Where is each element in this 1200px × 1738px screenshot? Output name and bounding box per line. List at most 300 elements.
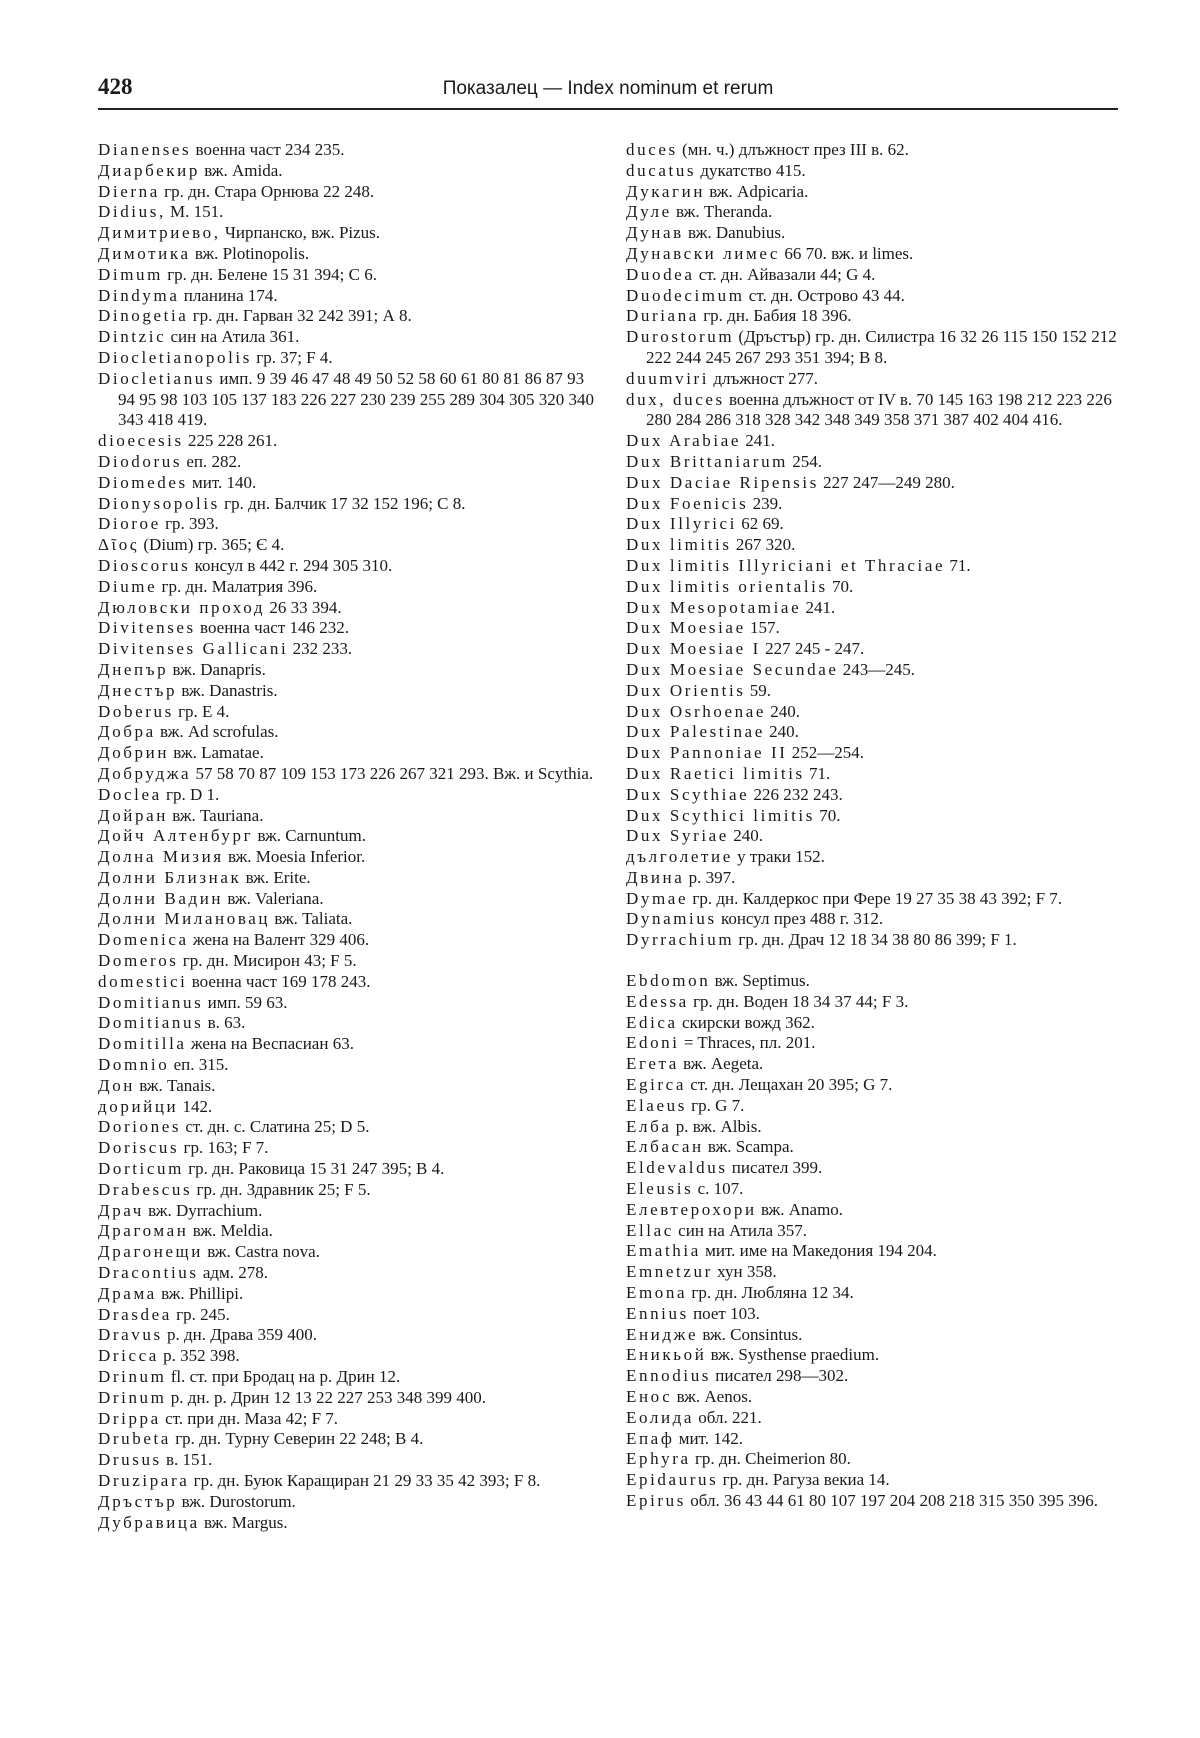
index-headword: Dierna: [98, 181, 160, 201]
index-headword: Еолида: [626, 1407, 695, 1427]
index-references: вж. Consintus.: [698, 1324, 803, 1344]
index-entry: [626, 764, 1126, 785]
index-references: 267 320.: [731, 535, 796, 555]
index-references: р. дн. Драва 359 400.: [162, 1325, 317, 1345]
index-references: вж. Moesia Inferior.: [223, 847, 366, 867]
index-headword: Divitenses: [98, 618, 196, 638]
index-references: вж. Tauriana.: [167, 805, 264, 825]
index-references: гр. дн. Буюк Каращиран 21 29 33 35 42 393; F 8.: [189, 1471, 541, 1490]
index-headword: Dux Moesiae I: [626, 639, 761, 659]
index-entry: [626, 556, 1126, 577]
index-headword: Димотика: [98, 243, 191, 263]
index-headword: Диарбекир: [98, 160, 200, 180]
index-references: р. 352 398.: [158, 1346, 240, 1366]
index-references: 225 228 261.: [183, 431, 278, 451]
index-entry: [98, 514, 598, 535]
index-headword: Druzipara: [98, 1471, 190, 1490]
index-references: гр. дн. Воден 18 34 37 44; F 3.: [688, 991, 909, 1011]
index-entry: [98, 369, 598, 431]
index-headword: Dux Scythiae: [626, 784, 750, 804]
index-entry: [626, 1325, 1126, 1346]
index-entry: [98, 473, 598, 494]
index-headword: Domitilla: [98, 1034, 187, 1054]
index-headword: Дон: [98, 1075, 135, 1095]
page-number: 428: [98, 74, 133, 99]
index-entry: [98, 1450, 598, 1471]
index-entry: [626, 660, 1126, 681]
index-headword: Дойран: [98, 805, 168, 825]
index-references: (Dium) гр. 365; Є 4.: [139, 535, 285, 555]
index-entry: [98, 1471, 598, 1492]
index-entry: [626, 390, 1126, 432]
index-entry: [626, 806, 1126, 827]
index-headword: duumviri: [626, 368, 710, 388]
index-entry: [98, 161, 598, 182]
index-references: вж. Erite.: [241, 867, 311, 887]
index-entry: [626, 1408, 1126, 1429]
index-entry: [626, 743, 1126, 764]
index-entry: [626, 598, 1126, 619]
index-entry: [98, 452, 598, 473]
index-references: ст. дн. Айвазали 44; G 4.: [694, 264, 876, 284]
index-references: 57 58 70 87 109 153 173 226 267 321 293. Вж. и Scythia.: [191, 763, 594, 783]
index-references: с. 107.: [693, 1179, 744, 1199]
index-entry: [626, 618, 1126, 639]
index-references: вж. Adpicaria.: [705, 181, 809, 201]
index-references: (Дръстър) гр. дн. Силистра 16 32 26 115 150 152 212 222 244 245 267 293 351 394; В 8.: [646, 327, 1117, 367]
index-headword: Edica: [626, 1012, 678, 1032]
index-entry: [626, 1200, 1126, 1221]
index-entry: [626, 514, 1126, 535]
index-headword: Ebdomon: [626, 971, 711, 991]
index-references: гр. дн. Драч 12 18 34 38 80 86 399; F 1.: [734, 930, 1017, 950]
index-headword: Dynamius: [626, 909, 717, 929]
index-headword: Добра: [98, 722, 156, 742]
index-references: р. 397.: [684, 867, 736, 887]
index-headword: Ephyra: [626, 1449, 691, 1469]
index-entry: [626, 161, 1126, 182]
index-headword: Diocletianopolis: [98, 347, 252, 367]
index-entry: [626, 431, 1126, 452]
index-entry: [626, 1158, 1126, 1179]
index-column-left: [98, 140, 598, 1533]
index-entry: [98, 639, 598, 660]
index-entry: [98, 1284, 598, 1305]
index-references: син на Атила 361.: [166, 327, 300, 347]
index-headword: Dux Illyrici: [626, 514, 737, 534]
index-references: гр. 245.: [171, 1304, 230, 1324]
index-entry: [98, 1325, 598, 1346]
index-headword: Drinum: [98, 1387, 167, 1407]
index-headword: Dimum: [98, 264, 163, 284]
index-references: гр. дн. Любляна 12 34.: [687, 1283, 854, 1303]
index-references: вж. Meldia.: [188, 1221, 273, 1241]
index-headword: duces: [626, 140, 678, 159]
index-headword: Dux Mesopotamiae: [626, 597, 802, 617]
index-headword: Долни Вадин: [98, 888, 224, 908]
index-entry: [98, 286, 598, 307]
index-references: гр. дн. Балчик 17 32 152 196; С 8.: [219, 493, 466, 513]
index-references: писател 399.: [727, 1158, 823, 1178]
index-headword: Divitenses Gallicani: [98, 639, 289, 659]
index-references: 227 247—249 280.: [818, 472, 955, 492]
index-headword: Doriones: [98, 1117, 182, 1137]
index-headword: Drasdea: [98, 1304, 172, 1324]
index-entry: [98, 1159, 598, 1180]
index-headword: ducatus: [626, 160, 697, 180]
index-entry: [98, 951, 598, 972]
index-entry: [626, 1262, 1126, 1283]
index-entry: [626, 306, 1126, 327]
index-references: вж. Phillipi.: [156, 1283, 244, 1303]
index-references: скирски вожд 362.: [677, 1012, 815, 1032]
index-headword: Ениджe: [626, 1324, 699, 1344]
index-references: гр. дн. Белене 15 31 394; С 6.: [162, 264, 377, 284]
index-headword: Еникьой: [626, 1345, 707, 1365]
index-entry: [98, 889, 598, 910]
index-references: = Thraces, пл. 201.: [679, 1033, 816, 1053]
index-references: длъжност 277.: [709, 368, 819, 388]
index-headword: Dravus: [98, 1325, 163, 1345]
index-references: 239.: [748, 493, 783, 513]
index-headword: Diocletianus: [98, 368, 216, 388]
index-references: вж. Septimus.: [710, 971, 810, 991]
index-references: еп. 315.: [169, 1055, 229, 1075]
index-headword: Epirus: [626, 1491, 686, 1510]
index-references: гр. дн. Мисирон 43; F 5.: [178, 951, 357, 971]
index-headword: Ellac: [626, 1220, 674, 1240]
index-entry: [626, 1075, 1126, 1096]
index-entry: [98, 598, 598, 619]
index-references: 241.: [801, 597, 836, 617]
index-references: (мн. ч.) длъжност през III в. 62.: [677, 140, 909, 159]
index-headword: Edoni: [626, 1033, 680, 1053]
index-references: гр. G 7.: [686, 1095, 745, 1115]
index-entry: [98, 1034, 598, 1055]
index-headword: Diomedes: [98, 472, 188, 492]
index-headword: Дубравица: [98, 1512, 200, 1532]
header-rule: [98, 108, 1118, 110]
index-headword: Дукагин: [626, 181, 706, 201]
index-headword: Dux Moesiae Secundae: [626, 659, 839, 679]
index-entry: [626, 223, 1126, 244]
page-header: [98, 70, 1118, 104]
index-entry: [98, 1367, 598, 1388]
index-headword: Дунавски лимес: [626, 243, 781, 263]
index-headword: Dricca: [98, 1346, 159, 1366]
index-references: вж. Systhense praedium.: [706, 1345, 880, 1365]
index-headword: Emnetzur: [626, 1262, 713, 1282]
index-references: военна длъжност от IV в. 70 145 163 198 212 223 226 280 284 286 318 328 342 348 349 358 371 387 402 404 416.: [646, 389, 1112, 430]
index-entry: [98, 140, 598, 161]
index-entry: [98, 202, 598, 223]
index-references: вж. Carnuntum.: [253, 826, 366, 846]
index-entry: [98, 743, 598, 764]
index-headword: Emona: [626, 1283, 688, 1303]
index-references: 71.: [804, 763, 831, 783]
index-headword: Dux limitis Illyriciani et Thraciae: [626, 555, 946, 575]
index-references: р. дн. р. Дрин 12 13 22 227 253 348 399 400.: [166, 1387, 487, 1407]
index-entry: [626, 909, 1126, 930]
index-references: вж. Plotinopolis.: [190, 243, 310, 263]
index-entry: [98, 847, 598, 868]
index-headword: Doberus: [98, 701, 174, 721]
index-column-right: [626, 140, 1126, 1512]
index-entry: [626, 182, 1126, 203]
index-headword: Dintzic: [98, 327, 167, 347]
index-references: вж. Ad scrofulas.: [155, 722, 279, 742]
index-entry: [98, 577, 598, 598]
index-headword: Ennodius: [626, 1366, 712, 1386]
index-headword: dioecesis: [98, 431, 184, 451]
index-references: гр. дн. Рагуза векиа 14.: [718, 1470, 890, 1490]
index-entry: [626, 1013, 1126, 1034]
index-entry: [98, 702, 598, 723]
index-headword: Днепър: [98, 659, 169, 679]
index-entry: [626, 535, 1126, 556]
index-references: вж. Danastris.: [177, 680, 278, 700]
index-references: гр. 163; F 7.: [179, 1138, 269, 1158]
index-entry: [98, 618, 598, 639]
index-headword: Драч: [98, 1200, 144, 1220]
index-headword: Егета: [626, 1054, 679, 1074]
index-headword: дорийци: [98, 1096, 179, 1116]
index-entry: [626, 577, 1126, 598]
index-references: имп. 59 63.: [203, 992, 288, 1012]
index-headword: Drusus: [98, 1450, 162, 1470]
index-entry: [626, 1387, 1126, 1408]
index-headword: Драма: [98, 1283, 157, 1303]
index-entry: [98, 1055, 598, 1076]
index-entry: [626, 265, 1126, 286]
index-headword: Dymae: [626, 888, 689, 908]
index-headword: Долни Милановац: [98, 909, 271, 929]
index-entry: [626, 369, 1126, 390]
index-entry: [626, 1033, 1126, 1054]
index-entry: [626, 992, 1126, 1013]
index-references: 62 69.: [737, 514, 784, 534]
index-references: военна част 234 235.: [191, 140, 345, 159]
index-references: 226 232 243.: [749, 784, 843, 804]
index-headword: Епаф: [626, 1428, 675, 1448]
index-headword: Дунав: [626, 223, 684, 243]
index-entry: [626, 1345, 1126, 1366]
index-entry: [626, 889, 1126, 910]
index-entry: [98, 1388, 598, 1409]
index-references: 232 233.: [288, 639, 353, 659]
index-headword: Elaeus: [626, 1095, 687, 1115]
index-entry: [626, 1449, 1126, 1470]
index-entry: [626, 244, 1126, 265]
index-headword: domestici: [98, 971, 188, 991]
index-entry: [626, 1137, 1126, 1158]
index-entry: [98, 223, 598, 244]
index-headword: Domitianus: [98, 1013, 204, 1033]
index-references: гр. дн. Здравник 25; F 5.: [192, 1179, 371, 1199]
index-headword: Енос: [626, 1387, 673, 1407]
index-entry: [626, 1179, 1126, 1200]
index-entry: [98, 244, 598, 265]
index-headword: Добрин: [98, 743, 170, 763]
index-entry: [98, 535, 598, 556]
index-entry: [626, 1283, 1126, 1304]
index-references: 142.: [178, 1096, 213, 1116]
index-references: син на Атила 357.: [673, 1220, 808, 1240]
index-entry: [98, 1429, 598, 1450]
index-references: вж. Danapris.: [168, 659, 266, 679]
index-references: вж. Theranda.: [671, 202, 773, 222]
index-entry: [626, 702, 1126, 723]
index-entry: [98, 764, 598, 785]
index-headword: Dux Moesiae: [626, 618, 746, 638]
index-entry: [626, 1491, 1126, 1512]
index-references: гр. дн. Стара Орнюва 22 248.: [159, 181, 375, 201]
index-entry: [626, 327, 1126, 369]
index-entry: [626, 1470, 1126, 1491]
index-headword: Dux limitis orientalis: [626, 576, 828, 596]
index-headword: Diume: [98, 576, 158, 596]
index-references: гр. дн. Малатрия 396.: [157, 576, 318, 596]
index-headword: Елевтерохори: [626, 1199, 757, 1219]
index-headword: Doriscus: [98, 1138, 180, 1158]
index-entry: [626, 971, 1126, 992]
index-headword: Дуле: [626, 202, 672, 222]
index-references: гр. дн. Бабия 18 396.: [698, 306, 852, 326]
index-entry: [98, 494, 598, 515]
index-references: вж. Lamatae.: [169, 743, 264, 763]
index-entry: [98, 909, 598, 930]
index-headword: Димитриево,: [98, 223, 221, 243]
index-entry: [626, 1429, 1126, 1450]
index-references: военна част 146 232.: [195, 618, 350, 638]
index-headword: Doclea: [98, 784, 162, 804]
index-entry: [626, 202, 1126, 223]
index-references: гр. дн. Турну Северин 22 248; В 4.: [170, 1429, 424, 1449]
index-headword: dux, duces: [626, 389, 725, 409]
index-references: в. 63.: [203, 1013, 246, 1033]
index-entry: [626, 286, 1126, 307]
index-references: 70.: [814, 805, 841, 825]
index-entry: [626, 722, 1126, 743]
index-references: жена на Валент 329 406.: [188, 930, 370, 950]
index-headword: Долна Мизия: [98, 847, 224, 867]
index-headword: Durostorum: [626, 327, 735, 347]
index-references: консул в 442 г. 294 305 310.: [190, 555, 393, 575]
index-entry: [98, 1076, 598, 1097]
index-references: fl. ст. при Бродац на р. Дрин 12.: [166, 1367, 401, 1387]
index-references: 66 70. вж. и limes.: [780, 243, 914, 263]
index-entry: [98, 1513, 598, 1534]
index-headword: Dux limitis: [626, 535, 732, 555]
index-entry: [98, 265, 598, 286]
index-entry: [98, 681, 598, 702]
index-references: обл. 36 43 44 61 80 107 197 204 208 218 315 350 395 396.: [685, 1491, 1098, 1510]
index-headword: Dianenses: [98, 140, 192, 159]
index-headword: Eldevaldus: [626, 1158, 728, 1178]
index-headword: Drippa: [98, 1408, 161, 1428]
index-entry: [98, 972, 598, 993]
index-references: вж. Aegeta.: [678, 1054, 764, 1074]
index-entry: [98, 1221, 598, 1242]
index-entry: [98, 431, 598, 452]
index-references: 240.: [764, 722, 799, 742]
index-entry: [98, 306, 598, 327]
index-references: адм. 278.: [198, 1263, 269, 1283]
index-references: консул през 488 г. 312.: [716, 909, 884, 929]
index-entry: [626, 826, 1126, 847]
index-headword: Dux Scythici limitis: [626, 805, 815, 825]
index-headword: Dioscorus: [98, 555, 191, 575]
index-entry: [98, 826, 598, 847]
index-headword: Долни Близнак: [98, 867, 242, 887]
index-entry: [626, 452, 1126, 473]
index-references: 240.: [766, 701, 801, 721]
index-entry: [98, 660, 598, 681]
index-entry: [626, 847, 1126, 868]
index-entry: [626, 1096, 1126, 1117]
index-headword: Dux Syriae: [626, 826, 729, 846]
index-headword: Emathia: [626, 1241, 701, 1261]
index-entry: [626, 868, 1126, 889]
index-entry: [626, 473, 1126, 494]
index-headword: Duriana: [626, 306, 699, 326]
index-references: поет 103.: [688, 1303, 760, 1323]
index-references: гр. дн. Cheimerion 80.: [690, 1449, 851, 1469]
index-references: гр. дн. Гарван 32 242 391; А 8.: [188, 306, 412, 326]
index-headword: Domenica: [98, 930, 189, 950]
index-headword: Dux Arabiae: [626, 431, 741, 451]
index-headword: Duodea: [626, 264, 695, 284]
index-references: 70.: [827, 576, 854, 596]
index-headword: Didius,: [98, 202, 166, 222]
index-headword: Dindyma: [98, 285, 180, 305]
index-headword: Domnio: [98, 1055, 170, 1075]
index-references: 157.: [745, 618, 780, 638]
index-entry: [98, 806, 598, 827]
index-headword: Drubeta: [98, 1429, 171, 1449]
index-references: жена на Веспасиан 63.: [186, 1034, 354, 1054]
index-headword: Eleusis: [626, 1179, 694, 1199]
index-references: имп. 9 39 46 47 48 49 50 52 58 60 61 80 81 86 87 93 94 95 98 103 105 137 183 226 227 230 239 255 289 304 305 320 340 343 418 419.: [118, 368, 594, 430]
index-references: планина 174.: [179, 285, 278, 305]
index-entry: [98, 1492, 598, 1513]
index-references: вж. Durostorum.: [177, 1491, 296, 1511]
index-entry: [98, 930, 598, 951]
index-references: вж. Aenos.: [672, 1387, 753, 1407]
index-headword: Dracontius: [98, 1263, 199, 1283]
index-entry: [98, 348, 598, 369]
index-references: 241.: [741, 431, 775, 451]
index-headword: Добруджа: [98, 763, 192, 783]
index-references: M. 151.: [165, 202, 224, 222]
index-references: гр. D 1.: [161, 784, 220, 804]
index-references: гр. дн. Раковица 15 31 247 395; В 4.: [183, 1159, 445, 1179]
index-entry: [626, 1304, 1126, 1325]
index-references: мит. 140.: [187, 472, 257, 492]
index-entry: [98, 1013, 598, 1034]
index-headword: Dorticum: [98, 1159, 184, 1179]
index-entry: [626, 140, 1126, 161]
index-references: 26 33 394.: [265, 597, 342, 617]
index-headword: Dux Daciae Ripensis: [626, 472, 819, 492]
index-references: гр. Е 4.: [173, 701, 230, 721]
index-entry: [98, 722, 598, 743]
index-headword: Epidaurus: [626, 1470, 719, 1490]
index-references: ст. дн. с. Слатина 25; D 5.: [181, 1117, 370, 1137]
index-headword: Днестър: [98, 680, 178, 700]
index-entry: [98, 1117, 598, 1138]
index-headword: Domeros: [98, 951, 179, 971]
